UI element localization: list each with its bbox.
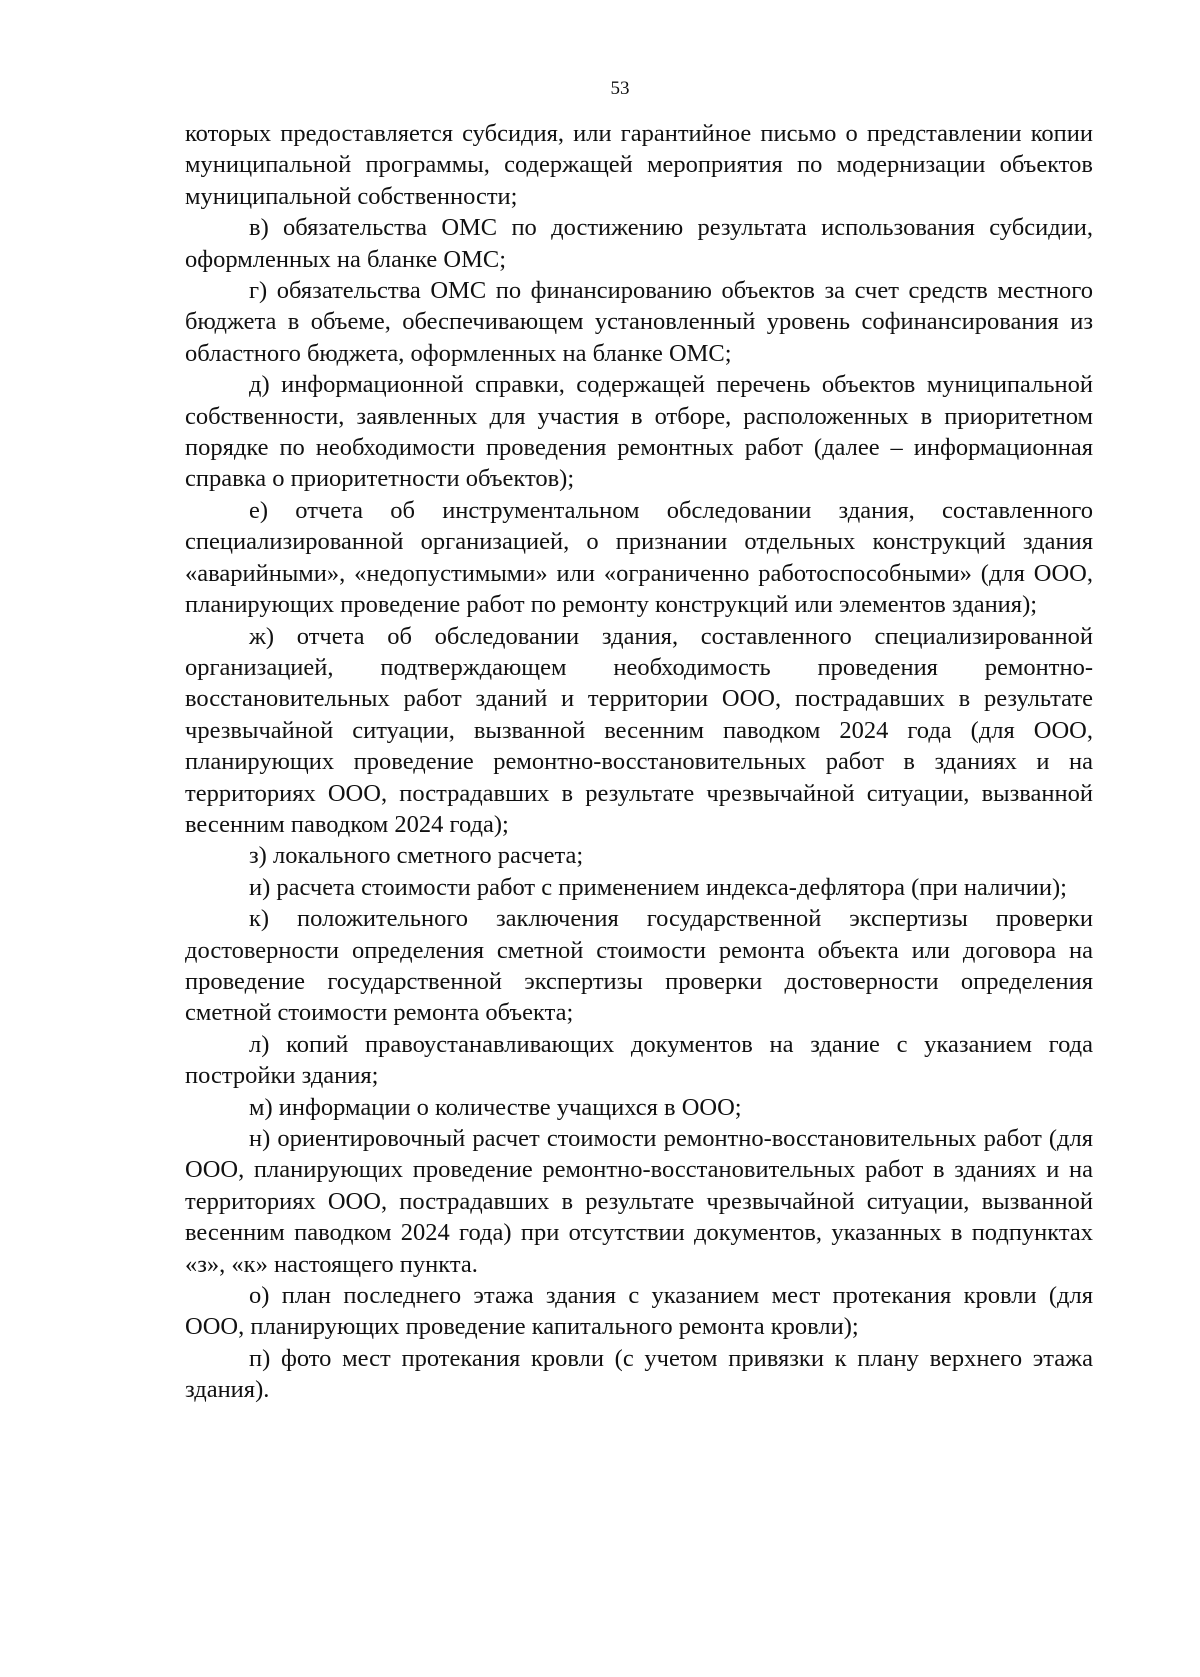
paragraph-item-l: л) копий правоустанавливающих документов на здание с указанием года постройки здания; [185,1030,1093,1090]
document-body [185,118,1093,1406]
paragraph-item-z: з) локального сметного расчета; [249,842,584,870]
paragraph-item-i: и) расчета стоимости работ с применением индекса-дефлятора (при наличии); [249,873,1067,901]
paragraph-item-g: г) обязательства ОМС по финансированию объектов за счет средств местного бюджета в объеме, обеспечивающем установленный уровень софинансирования из областного бюджета, оформленных на бланке ОМС; [185,277,1093,367]
paragraph-item-m: м) информации о количестве учащихся в ООО; [249,1093,742,1121]
paragraph-item-zh: ж) отчета об обследовании здания, составленного специализированной организацией, подтверждающем необходимость проведения ремонтно-восстановительных работ зданий и территории ООО, пострадавших в результате чрезвычайной ситуации, вызванной весенним паводком 2024 года (для ООО, планирующих проведение ремонтно-восстановительных работ в зданиях и на территориях ООО, пострадавших в результате чрезвычайной ситуации, вызванной весенним паводком 2024 года); [185,622,1093,838]
paragraph-item-k: к) положительного заключения государственной экспертизы проверки достоверности определения сметной стоимости ремонта объекта или договора на проведение государственной экспертизы проверки достоверности определения сметной стоимости ремонта объекта; [185,905,1093,1027]
paragraph-item-v: в) обязательства ОМС по достижению результата использования субсидии, оформленных на бланке ОМС; [185,214,1093,273]
paragraph-item-o: о) план последнего этажа здания с указанием мест протекания кровли (для ООО, планирующих проведение капитального ремонта кровли); [185,1282,1093,1341]
paragraph-item-n: н) ориентировочный расчет стоимости ремонтно-восстановительных работ (для ООО, планирующих проведение ремонтно-восстановительных работ в зданиях и на территориях ООО, пострадавших в результате чрезвычайной ситуации, вызванной весенним паводком 2024 года) при отсутствии документов, указанных в подпунктах «з», «к» настоящего пункта. [185,1125,1093,1278]
paragraph-item-p: п) фото мест протекания кровли (с учетом привязки к плану верхнего этажа здания). [185,1344,1093,1404]
paragraph-item-e: е) отчета об инструментальном обследовании здания, составленного специализированной организацией, о признании отдельных конструкций здания «аварийными», «недопустимыми» или «ограниченно работоспособными» (для ООО, планирующих проведение работ по ремонту конструкций или элементов здания); [185,496,1093,619]
page-number: 53 [610,78,630,99]
paragraph-continuation: которых предоставляется субсидия, или гарантийное письмо о представлении копии муниципальной программы, содержащей мероприятия по модернизации объектов муниципальной собственности; [185,120,1093,210]
paragraph-item-d: д) информационной справки, содержащей перечень объектов муниципальной собственности, заявленных для участия в отборе, расположенных в приоритетном порядке по необходимости проведения ремонтных работ (далее – информационная справка о приоритетности объектов); [185,371,1093,493]
